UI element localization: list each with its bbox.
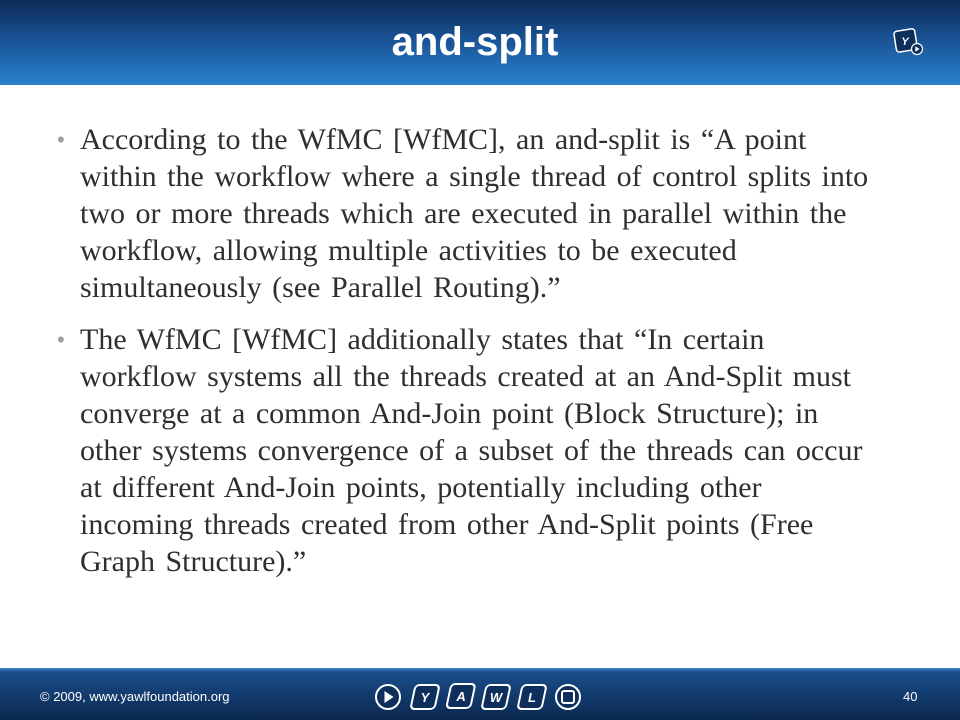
bullet-line: workflow systems all the threads created at an And-Split must bbox=[80, 360, 852, 393]
play-icon bbox=[376, 685, 400, 709]
slide-title: and-split bbox=[391, 20, 559, 64]
stop-icon bbox=[556, 685, 580, 709]
bullet-line: Graph Structure).” bbox=[80, 545, 307, 578]
bullet-line: workflow, allowing multiple activities to be executed bbox=[80, 234, 737, 267]
logo-letter-l: L bbox=[528, 690, 536, 705]
bullet-line: simultaneously (see Parallel Routing).” bbox=[80, 271, 561, 304]
logo-letter-w: W bbox=[489, 690, 503, 705]
bullet-marker: • bbox=[57, 127, 65, 152]
bullet-line: The WfMC [WfMC] additionally states that “In certain bbox=[80, 323, 765, 356]
logo-letter-a: A bbox=[456, 689, 466, 704]
bullet-list bbox=[0, 121, 960, 595]
bullet-marker: • bbox=[57, 327, 65, 352]
logo-letter-y: Y bbox=[420, 690, 430, 705]
yawl-corner-logo bbox=[891, 27, 927, 59]
logo-tile-y bbox=[410, 685, 439, 709]
bullet-line: other systems convergence of a subset of the threads can occur bbox=[80, 434, 863, 467]
bullet-item bbox=[0, 121, 960, 306]
yawl-footer-logo-graphic bbox=[372, 681, 584, 713]
bullet-line: converge at a common And-Join point (Block Structure); in bbox=[80, 397, 819, 430]
bullet-line: two or more threads which are executed in parallel within the bbox=[80, 197, 847, 230]
logo-tile-w bbox=[481, 685, 510, 709]
copyright-text: © 2009, www.yawlfoundation.org bbox=[40, 689, 230, 704]
logo-tile-l bbox=[517, 685, 546, 709]
bullet-line: incoming threads created from other And-Split points (Free bbox=[80, 508, 814, 541]
footer-bar bbox=[0, 668, 960, 720]
yawl-footer-logo bbox=[372, 681, 584, 713]
bullet-line: at different And-Join points, potentially including other bbox=[80, 471, 762, 504]
page-number: 40 bbox=[903, 689, 918, 704]
bullet-line: According to the WfMC [WfMC], an and-split is “A point bbox=[80, 123, 807, 156]
logo-tile-a bbox=[446, 684, 475, 708]
bullet-line: within the workflow where a single thread of control splits into bbox=[80, 160, 869, 193]
yawl-logo-icon bbox=[891, 27, 927, 59]
bullet-item bbox=[0, 321, 960, 580]
corner-logo-letter: Y bbox=[901, 36, 909, 48]
header-bar bbox=[0, 0, 960, 85]
